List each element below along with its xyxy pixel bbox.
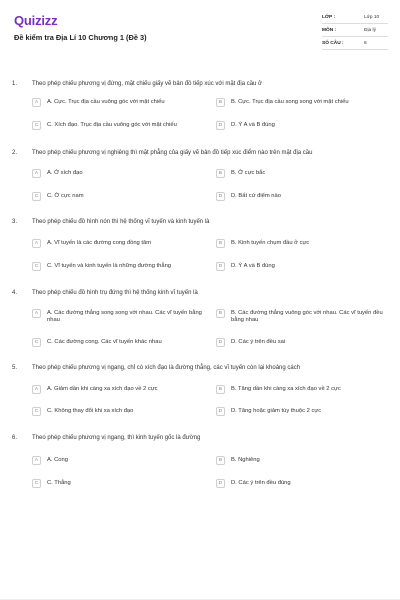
option-letter-badge: D bbox=[216, 121, 225, 130]
question-5 bbox=[12, 364, 392, 372]
option-c[interactable] bbox=[32, 262, 207, 271]
option-d[interactable] bbox=[216, 338, 391, 347]
option-letter-badge: C bbox=[32, 121, 41, 130]
question-text: Theo phép chiếu đồ hình trụ đứng thì hệ thống kinh vĩ tuyến là bbox=[32, 290, 198, 296]
option-letter-badge: B bbox=[216, 98, 225, 107]
question-text: Theo phép chiếu phương vị ngang, chỉ có xích đạo là đường thẳng, các vĩ tuyến còn lại khoảng cách bbox=[32, 365, 301, 371]
option-letter-badge: B bbox=[216, 169, 225, 178]
quizizz-logo: Quizizz bbox=[14, 13, 58, 28]
option-text: B. Ở cực bắc bbox=[231, 169, 266, 176]
option-b[interactable] bbox=[216, 98, 391, 107]
option-d[interactable] bbox=[216, 262, 391, 271]
option-a[interactable] bbox=[32, 385, 207, 394]
option-text: A. Ở xích đạo bbox=[47, 169, 83, 176]
option-text: D. Ý A và B đúng bbox=[231, 262, 275, 269]
option-text: B. Tăng dần khi càng xa xích đạo về 2 cực bbox=[231, 385, 341, 392]
option-a[interactable] bbox=[32, 309, 207, 325]
option-letter-badge: D bbox=[216, 407, 225, 416]
option-b[interactable] bbox=[216, 169, 391, 178]
option-text: B. Nghiêng bbox=[231, 456, 260, 463]
option-text: C. Thẳng bbox=[47, 479, 71, 486]
info-box bbox=[322, 11, 388, 50]
option-b[interactable] bbox=[216, 385, 391, 394]
option-text: C. Xích đạo. Trục địa cầu vuông góc với mặt chiếu bbox=[47, 121, 177, 128]
option-c[interactable] bbox=[32, 192, 207, 201]
option-b[interactable] bbox=[216, 309, 391, 325]
option-letter-badge: A bbox=[32, 456, 41, 465]
option-letter-badge: A bbox=[32, 309, 41, 318]
question-text: Theo phép chiếu phương vị ngang, thì kinh tuyến gốc là đường bbox=[32, 435, 201, 441]
option-d[interactable] bbox=[216, 192, 391, 201]
option-text: D. Ý A và B đúng bbox=[231, 121, 275, 128]
info-value: Lớp 10 bbox=[364, 14, 380, 20]
option-letter-badge: A bbox=[32, 239, 41, 248]
option-text: D. Các ý trên đều sai bbox=[231, 338, 286, 345]
option-letter-badge: C bbox=[32, 262, 41, 271]
question-number: 2. bbox=[12, 150, 18, 156]
option-letter-badge: C bbox=[32, 479, 41, 488]
option-letter-badge: A bbox=[32, 169, 41, 178]
option-text: C. Ở cực nam bbox=[47, 192, 84, 199]
option-text: A. Giảm dần khi càng xa xích đạo về 2 cực bbox=[47, 385, 158, 392]
option-c[interactable] bbox=[32, 338, 207, 347]
option-text: A. Cong bbox=[47, 456, 68, 463]
question-4 bbox=[12, 289, 392, 297]
info-row-class bbox=[322, 11, 388, 24]
option-letter-badge: D bbox=[216, 338, 225, 347]
option-c[interactable] bbox=[32, 407, 207, 416]
option-letter-badge: D bbox=[216, 192, 225, 201]
question-text: Theo phép chiếu đồ hình nón thì hệ thống vĩ tuyến và kinh tuyến là bbox=[32, 219, 210, 225]
option-text: D. Tăng hoặc giảm tùy thuộc 2 cực bbox=[231, 407, 322, 414]
option-b[interactable] bbox=[216, 456, 391, 465]
option-text: C. Không thay đổi khi xa xích đạo bbox=[47, 407, 134, 414]
option-text: D. Các ý trên đều đúng bbox=[231, 479, 291, 486]
option-letter-badge: B bbox=[216, 385, 225, 394]
option-letter-badge: C bbox=[32, 407, 41, 416]
info-key: LỚP : bbox=[322, 14, 336, 20]
option-d[interactable] bbox=[216, 407, 391, 416]
quiz-title: Đề kiểm tra Địa Lí 10 Chương 1 (Đề 3) bbox=[14, 33, 147, 42]
option-letter-badge: A bbox=[32, 98, 41, 107]
question-6 bbox=[12, 434, 392, 442]
option-letter-badge: C bbox=[32, 338, 41, 347]
option-text: C. Các đường cong. Các vĩ tuyến khác nhau bbox=[47, 338, 162, 345]
question-number: 6. bbox=[12, 435, 18, 441]
option-letter-badge: B bbox=[216, 239, 225, 248]
question-number: 1. bbox=[12, 81, 18, 87]
question-3 bbox=[12, 218, 392, 226]
option-a[interactable] bbox=[32, 98, 207, 107]
question-1 bbox=[12, 80, 392, 88]
option-text: A. Các đường thẳng song song với nhau. Các vĩ tuyến bằng nhau bbox=[47, 309, 202, 324]
info-value: 6 bbox=[364, 40, 367, 46]
question-number: 4. bbox=[12, 290, 18, 296]
option-text: A. Vĩ tuyến là các đường cong đồng tâm bbox=[47, 239, 152, 246]
option-text: D. Bất cứ điểm nào bbox=[231, 192, 281, 199]
option-letter-badge: A bbox=[32, 385, 41, 394]
option-b[interactable] bbox=[216, 239, 391, 248]
option-letter-badge: B bbox=[216, 456, 225, 465]
info-key: SỐ CÂU : bbox=[322, 40, 344, 46]
question-text: Theo phép chiếu phương vị nghiêng thì mặt phẳng của giấy vẽ bản đồ tiếp xúc điểm nào trên mặt địa cầu bbox=[32, 150, 313, 156]
option-a[interactable] bbox=[32, 169, 207, 178]
info-row-count bbox=[322, 37, 388, 50]
question-text: Theo phép chiếu phương vị đứng, mặt chiếu giấy vẽ bản đồ tiếp xúc với mặt địa cầu ở bbox=[32, 81, 262, 87]
question-number: 3. bbox=[12, 219, 18, 225]
option-letter-badge: D bbox=[216, 479, 225, 488]
option-text: C. Vĩ tuyến và kinh tuyến là những đường thẳng bbox=[47, 262, 172, 269]
question-number: 5. bbox=[12, 365, 18, 371]
info-key: MÔN : bbox=[322, 27, 337, 33]
option-d[interactable] bbox=[216, 479, 391, 488]
option-letter-badge: D bbox=[216, 262, 225, 271]
info-row-subject bbox=[322, 24, 388, 37]
option-text: B. Kinh tuyến chụm đầu ở cực bbox=[231, 239, 310, 246]
option-text: B. Cực. Trục địa cầu song song với mặt chiếu bbox=[231, 98, 349, 105]
option-text: B. Các đường thẳng vuông góc với nhau. Các vĩ tuyến đều bằng nhau bbox=[231, 309, 383, 324]
option-d[interactable] bbox=[216, 121, 391, 130]
option-a[interactable] bbox=[32, 239, 207, 248]
option-c[interactable] bbox=[32, 479, 207, 488]
option-letter-badge: C bbox=[32, 192, 41, 201]
option-a[interactable] bbox=[32, 456, 207, 465]
option-text: A. Cực. Trục địa cầu vuông góc với mặt chiếu bbox=[47, 98, 165, 105]
question-2 bbox=[12, 149, 392, 157]
info-value: Địa lý bbox=[364, 27, 376, 33]
option-letter-badge: B bbox=[216, 309, 225, 318]
option-c[interactable] bbox=[32, 121, 207, 130]
